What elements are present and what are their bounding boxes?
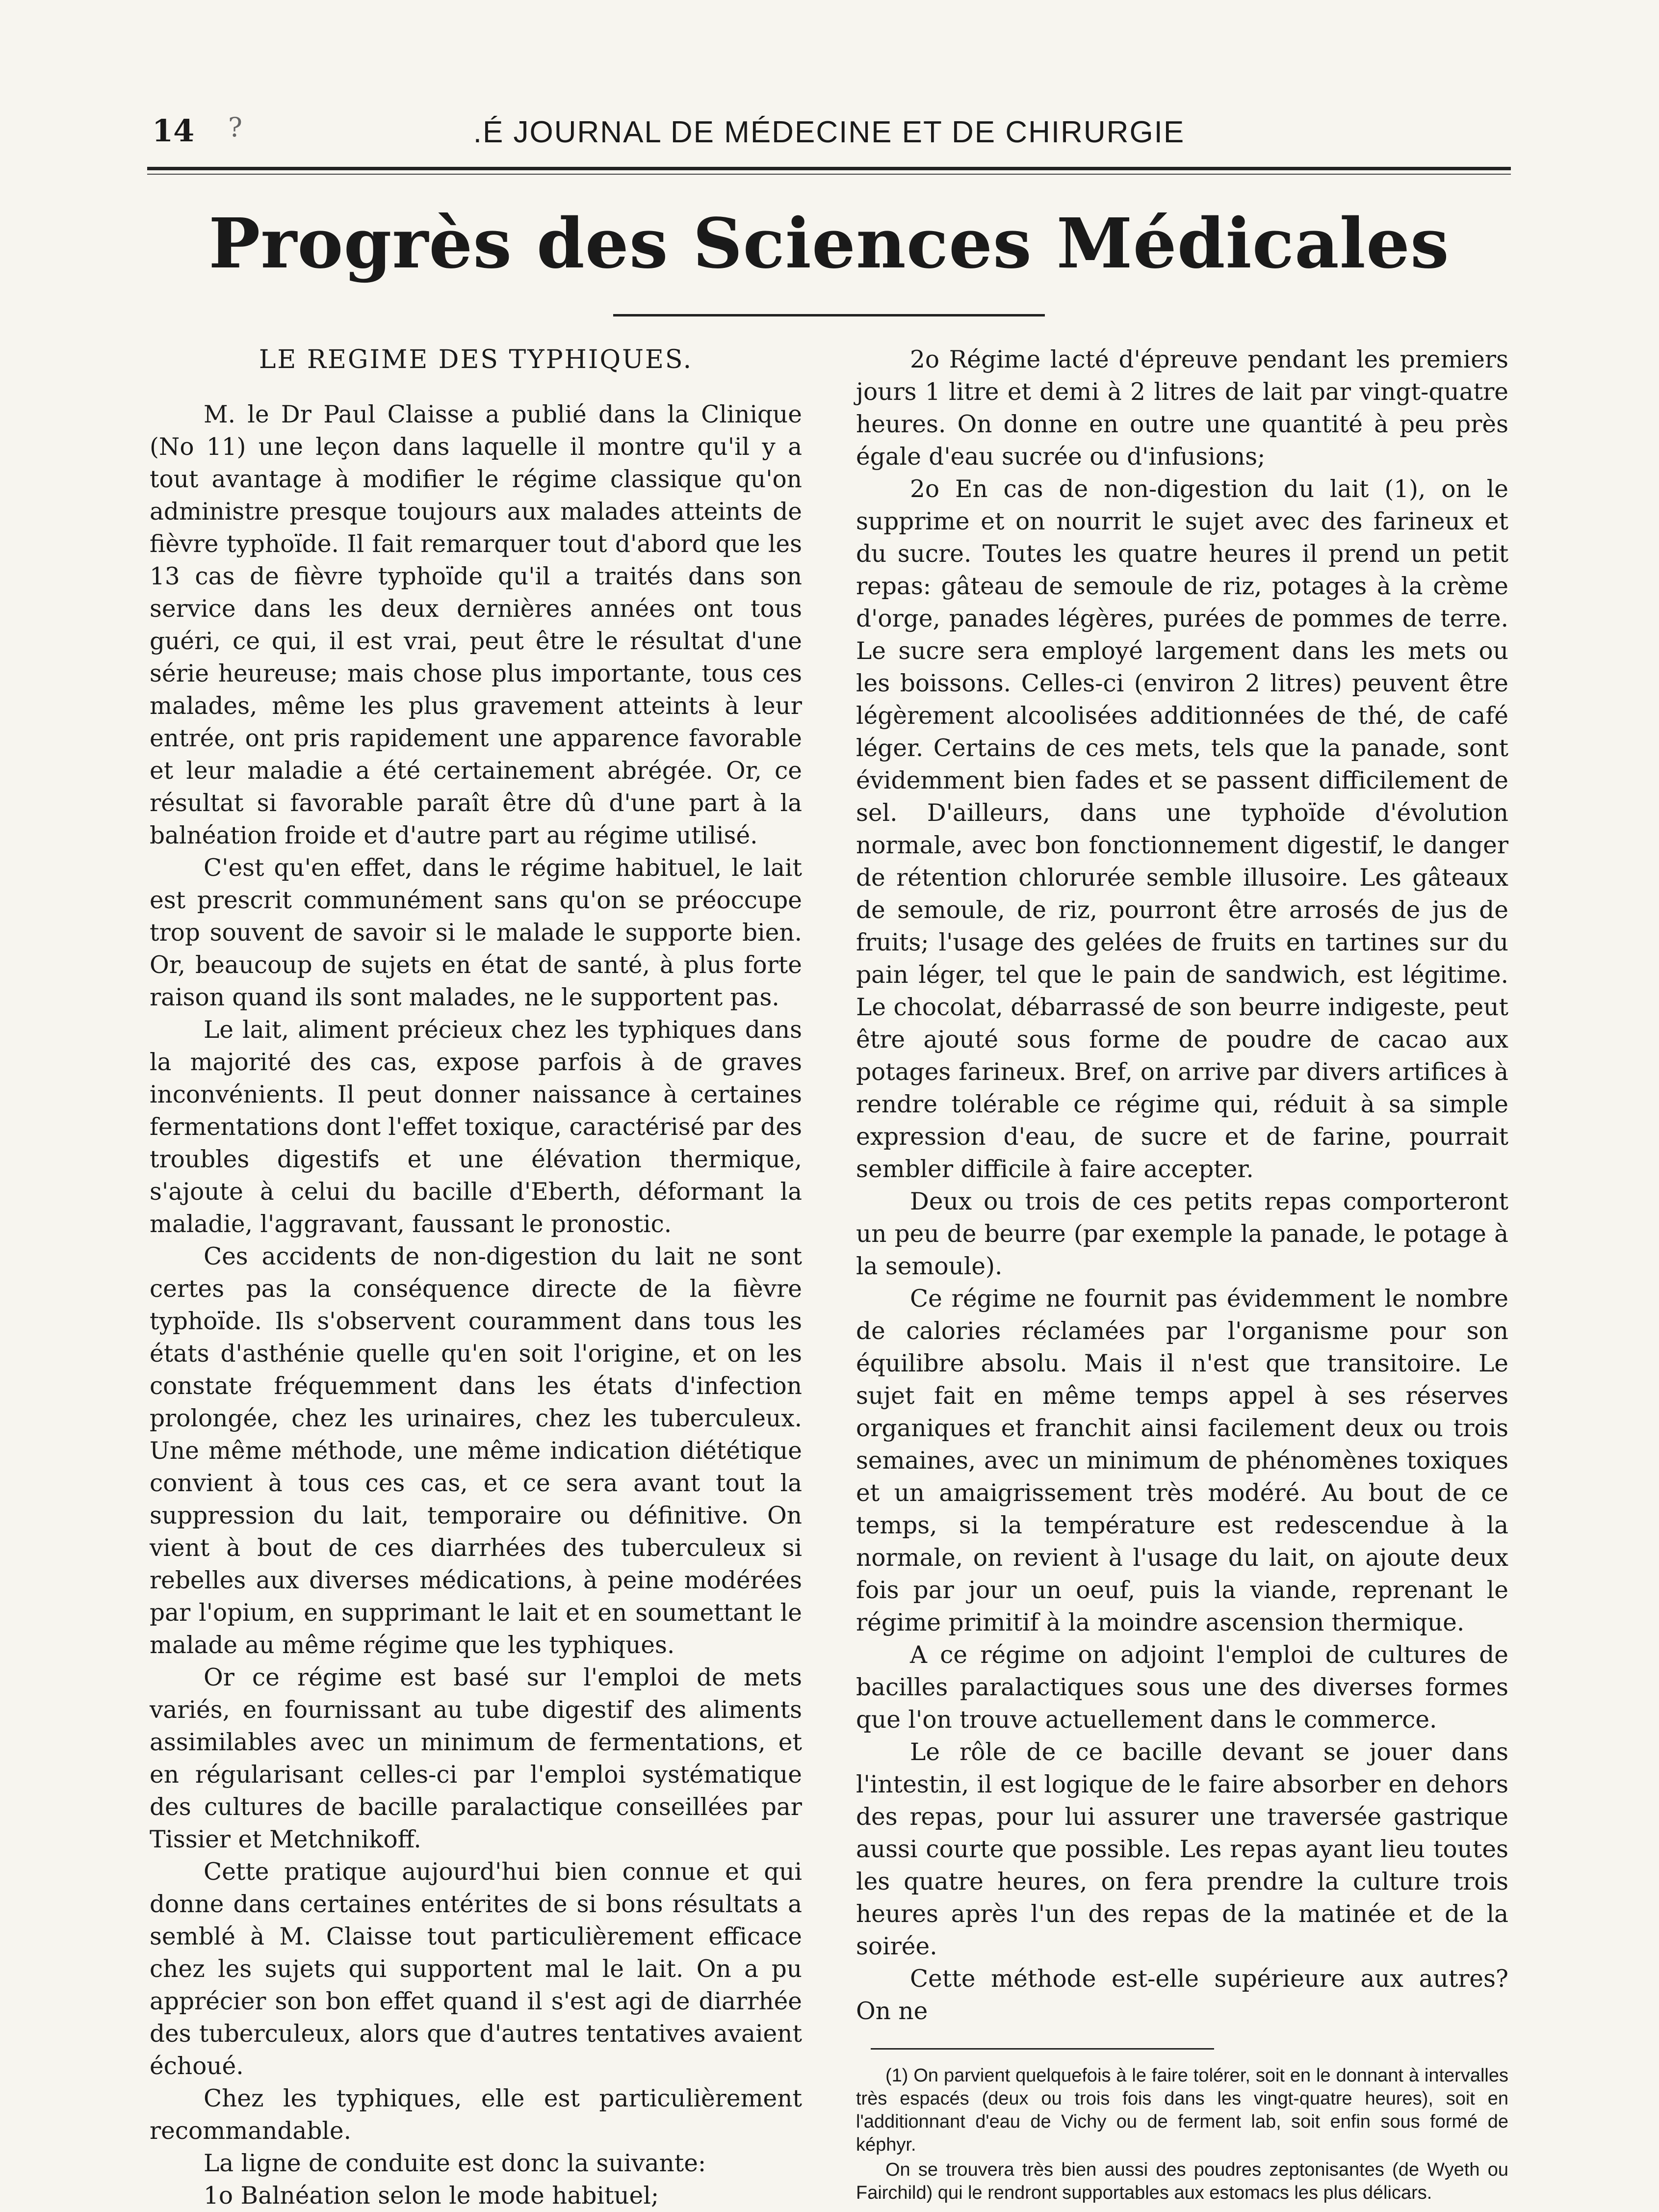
paragraph: 1o Balnéation selon le mode habituel;	[204, 2182, 659, 2210]
paragraph: 2o Régime lacté d'épreuve pendant les premiers jours 1 litre et demi à 2 litres de lait par vingt-quatre heures. On donne en outre une quantité à peu près égale d'eau sucrée ou d'infusions;	[856, 346, 1508, 471]
paragraph: Le rôle de ce bacille devant se jouer dans l'intestin, il est logique de le faire absorber en dehors des repas, pour lui assurer une traversée gastrique aussi courte que possible. Les repas ayant lieu toutes les quatre heures, on fera prendre la culture trois heures après l'un des repas de la matinée et de la soirée.	[856, 1738, 1508, 1960]
paragraph: Cette pratique aujourd'hui bien connue et qui donne dans certaines entérites de si bons résultats a semblé à M. Claisse tout particulièrement efficace chez les sujets qui supportent mal le lait. On a pu apprécier son bon effet quand il s'est agi de diarrhée des tuberculeux, alors que d'autres tentatives avaient échoué.	[150, 1858, 802, 2080]
page-title: Progrès des Sciences Médicales	[208, 204, 1450, 284]
title-rule	[613, 314, 1045, 316]
paragraph: Cette méthode est-elle supérieure aux autres? On ne	[856, 1965, 1508, 2025]
footnotes	[856, 2064, 1508, 2205]
paragraph: Ce régime ne fournit pas évidemment le nombre de calories réclamées par l'organisme pour son équilibre absolu. Mais il n'est que transitoire. Le sujet fait en même temps appel à ses réserves organiques et franchit ainsi facilement deux ou trois semaines, avec un minimum de phénomènes toxiques et un amaigrissement très modéré. Au bout de ce temps, si la température est redescendue à la normale, on revient à l'usage du lait, on ajoute deux fois par jour un oeuf, puis la viande, reprenant le régime primitif à la moindre ascension thermique.	[856, 1285, 1508, 1636]
paragraph: A ce régime on adjoint l'emploi de cultures de bacilles paralactiques sous une des diverses formes que l'on trouve actuellement dans le commerce.	[856, 1641, 1508, 1734]
right-column	[856, 343, 1508, 2207]
footnote: (1) On parvient quelquefois à le faire tolérer, soit en le donnant à intervalles très espacés (deux ou trois fois dans les vingt-quatre heures), soit en l'additionnant d'eau de Vichy ou de ferment lab, soit enfin sous formé de képhyr.	[856, 2065, 1508, 2155]
paragraph: Chez les typhiques, elle est particulièrement recommandable.	[150, 2085, 802, 2145]
paragraph: Deux ou trois de ces petits repas comporteront un peu de beurre (par exemple la panade, le potage à la semoule).	[856, 1188, 1508, 1280]
page-number: 14	[152, 113, 195, 149]
left-column	[150, 343, 802, 2212]
paragraph: Or ce régime est basé sur l'emploi de mets variés, en fournissant au tube digestif des aliments assimilables avec un minimum de fermentations, et en régularisant celles-ci par l'emploi systématique des cultures de bacille paralactique conseillées par Tissier et Metchnikoff.	[150, 1664, 802, 1853]
paragraph: 2o En cas de non-digestion du lait (1), on le supprime et on nourrit le sujet avec des farineux et du sucre. Toutes les quatre heures il prend un petit repas: gâteau de semoule de riz, potages à la crème d'orge, panades légères, purées de pommes de terre. Le sucre sera employé largement dans les mets ou les boissons. Celles-ci (environ 2 litres) peuvent être légèrement alcoolisées additionnées de thé, de café léger. Certains de ces mets, tels que la panade, sont évidemment bien fades et se passent difficilement de sel. D'ailleurs, dans une typhoïde d'évolution normale, avec bon fonctionnement digestif, le danger de rétention chlorurée semble illusoire. Les gâteaux de semoule, de riz, pourront être arrosés de jus de fruits; l'usage des gelées de fruits en tartines sur du pain léger, tel que le pain de sandwich, est légitime. Le chocolat, débarrassé de son beurre indigeste, peut être ajouté sous forme de poudre de cacao aux potages farineux. Bref, on arrive par divers artifices à rendre tolérable ce régime qui, réduit à sa simple expression d'eau, de sucre et de farine, pourrait sembler difficile à faire accepter.	[856, 475, 1508, 1183]
paragraph: Ces accidents de non-digestion du lait ne sont certes pas la conséquence directe de la fièvre typhoïde. Ils s'observent couramment dans tous les états d'asthénie quelle qu'en soit l'origine, et on les constate fréquemment dans les états d'infection prolongée, chez les urinaires, chez les tuberculeux. Une même méthode, une même indication diététique convient à tous ces cas, et ce sera avant tout la suppression du lait, temporaire ou définitive. On vient à bout de ces diarrhées des tuberculeux si rebelles aux diverses médications, à peine modérées par l'opium, en supprimant le lait et en soumettant le malade au même régime que les typhiques.	[150, 1243, 802, 1659]
page-header	[147, 108, 1511, 162]
paragraph: M. le Dr Paul Claisse a publié dans la Clinique (No 11) une leçon dans laquelle il montre qu'il y a tout avantage à modifier le régime classique qu'on administre presque toujours aux malades atteints de fièvre typhoïde. Il fait remarquer tout d'abord que les 13 cas de fièvre typhoïde qu'il a traités dans son service dans les deux dernières années ont tous guéri, ce qui, il est vrai, peut être le résultat d'une série heureuse; mais chose plus importante, tous ces malades, même les plus gravement atteints à leur entrée, ont pris rapidement une apparence favorable et leur maladie a été certainement abrégée. Or, ce résultat si favorable paraît être dû d'une part à la balnéation froide et d'autre part au régime utilisé.	[150, 401, 802, 849]
header-rule-thin	[147, 174, 1511, 175]
footnote: On se trouvera très bien aussi des poudres zeptonisantes (de Wyeth ou Fairchild) qui le rendront supportables aux estomacs les plus délicars.	[856, 2159, 1508, 2203]
header-rule	[147, 167, 1511, 170]
paragraph: La ligne de conduite est donc la suivante:	[204, 2150, 706, 2177]
paragraph: C'est qu'en effet, dans le régime habituel, le lait est prescrit communément sans qu'on se préoccupe trop souvent de savoir si le malade le supporte bien. Or, beaucoup de sujets en état de santé, à plus forte raison quand ils sont malades, ne le supportent pas.	[150, 854, 802, 1011]
section-title: LE REGIME DES TYPHIQUES.	[259, 345, 693, 374]
journal-title: .É JOURNAL DE MÉDECINE ET DE CHIRURGIE	[473, 115, 1185, 149]
paragraph: Le lait, aliment précieux chez les typhiques dans la majorité des cas, expose parfois à de graves inconvénients. Il peut donner naissance à certaines fermentations dont l'effet toxique, caractérisé par des troubles digestifs et une élévation thermique, s'ajoute à celui du bacille d'Eberth, déformant la maladie, l'aggravant, faussant le pronostic.	[150, 1016, 802, 1238]
footnote-rule	[871, 2048, 1214, 2050]
page-mark: ?	[228, 112, 242, 143]
